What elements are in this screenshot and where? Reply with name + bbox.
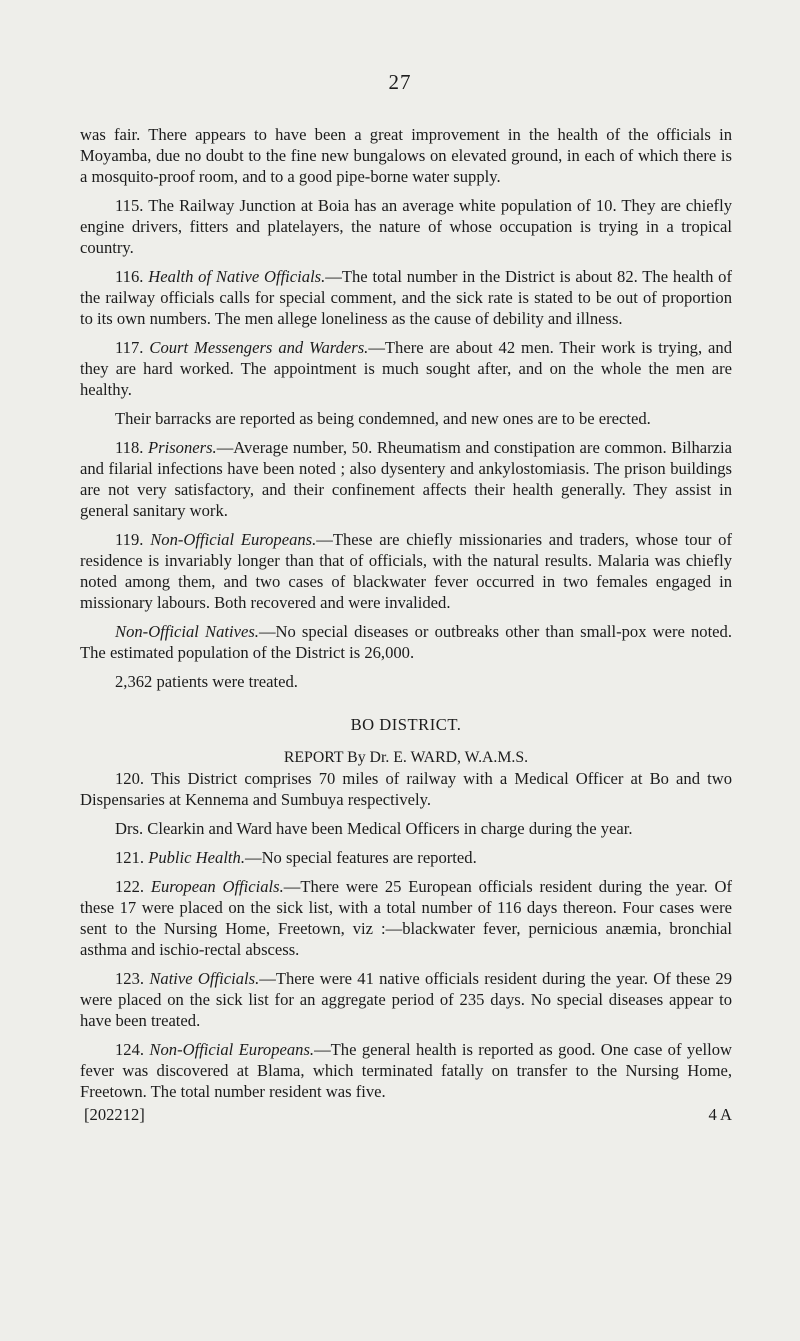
paragraph-number: 123. bbox=[115, 969, 145, 988]
paragraph bbox=[80, 408, 732, 429]
paragraph bbox=[80, 195, 732, 258]
paragraph-text: —No special features are reported. bbox=[244, 848, 477, 867]
paragraph-number: 119. bbox=[115, 530, 144, 549]
paragraph-text: —These are chiefly missionaries and traders, whose tour of residence is invariably longer than that of officials, with the natural results. Malaria was chiefly noted among them, and two cases of blackwater fever occurred in two females engaged in missionary labours. Both recovered and were invalided. bbox=[80, 530, 733, 612]
paragraph-number: 118. bbox=[115, 438, 144, 457]
paragraph-number: 116. bbox=[115, 267, 144, 286]
body-text bbox=[80, 124, 732, 1125]
paragraph bbox=[80, 621, 732, 663]
paragraph-title: Public Health. bbox=[148, 848, 245, 867]
paragraph-number: 115. bbox=[115, 196, 144, 215]
paragraph bbox=[80, 1039, 732, 1102]
paragraph bbox=[80, 124, 732, 187]
paragraph-number: 122. bbox=[115, 877, 145, 896]
paragraph-text: 2,362 patients were treated. bbox=[115, 672, 298, 691]
section-subheading: REPORT By Dr. E. WARD, W.A.M.S. bbox=[283, 749, 529, 766]
paragraph-group-1 bbox=[80, 124, 732, 692]
paragraph bbox=[80, 876, 732, 960]
footer-print-code: [202212] bbox=[84, 1105, 145, 1124]
paragraph bbox=[80, 529, 732, 613]
paragraph-text: —There are about 42 men. Their work is trying, and they are hard worked. The appointment is much sought after, and on the whole the men are healthy. bbox=[80, 338, 732, 399]
paragraph-text: Drs. Clearkin and Ward have been Medical Officers in charge during the year. bbox=[115, 819, 633, 838]
paragraph-text: This District comprises 70 miles of railway with a Medical Officer at Bo and two Dispensaries at Kennema and Sumbuya respectively. bbox=[80, 769, 732, 809]
footer-signature-mark: 4 A bbox=[708, 1105, 732, 1124]
paragraph-text: —Average number, 50. Rheumatism and constipation are common. Bilharzia and filarial infections have been noted ; also dysentery and ankylostomiasis. The prison buildings are not very satisfactory, and their confinement affects their health generally. They assist in general sanitary work. bbox=[80, 438, 732, 520]
paragraph-text: —There were 25 European officials resident during the year. Of these 17 were placed on the sick list, with a total number of 116 days thereon. Four cases were sent to the Nursing Home, Freetown, viz :—blackwater fever, pernicious anæmia, bronchial asthma and ischio-rectal abscess. bbox=[80, 877, 732, 959]
paragraph bbox=[80, 437, 732, 521]
page-number: 27 bbox=[388, 70, 412, 94]
paragraph-title: Non-Official Europeans. bbox=[149, 1040, 315, 1059]
paragraph bbox=[80, 968, 732, 1031]
paragraph-text: was fair. There appears to have been a great improvement in the health of the officials in Moyamba, due no doubt to the fine new bungalows on elevated ground, in each of which there is a mosquito-proof room, and to a good pipe-borne water supply. bbox=[80, 125, 732, 186]
paragraph-title: European Officials. bbox=[150, 877, 284, 896]
paragraph bbox=[80, 266, 732, 329]
paragraph-number: 121. bbox=[115, 848, 145, 867]
page-footer bbox=[80, 1104, 732, 1125]
paragraph-text: The Railway Junction at Boia has an average white population of 10. They are chiefly engine drivers, fitters and platelayers, the nature of whose occupation is trying in a tropical country. bbox=[80, 196, 732, 257]
paragraph bbox=[80, 671, 732, 692]
paragraph bbox=[80, 768, 732, 810]
paragraph-text: —The general health is reported as good. One case of yellow fever was discovered at Blama, which terminated fatally on transfer to the Nursing Home, Freetown. The total number resident was five. bbox=[80, 1040, 732, 1101]
paragraph-number: 117. bbox=[115, 338, 144, 357]
paragraph bbox=[80, 847, 732, 868]
paragraph-text: —The total number in the District is about 82. The health of the railway officials calls for special comment, and the sick rate is stated to be out of proportion to its own numbers. The men allege loneliness as the cause of debility and illness. bbox=[80, 267, 732, 328]
paragraph-text: —There were 41 native officials resident during the year. Of these 29 were placed on the sick list for an aggregate period of 235 days. No special diseases appear to have been treated. bbox=[80, 969, 732, 1030]
paragraph bbox=[80, 818, 732, 839]
paragraph-title: Prisoners. bbox=[148, 438, 217, 457]
paragraph-title: Non-Official Europeans. bbox=[150, 530, 317, 549]
paragraph-number: 120. bbox=[115, 769, 145, 788]
paragraph-title: Non-Official Natives. bbox=[115, 622, 259, 641]
paragraph-text: Their barracks are reported as being condemned, and new ones are to be erected. bbox=[115, 409, 651, 428]
paragraph-title: Health of Native Officials. bbox=[148, 267, 326, 286]
paragraph-title: Court Messengers and Warders. bbox=[149, 338, 369, 357]
paragraph-text: —No special diseases or outbreaks other than small-pox were noted. The estimated population of the District is 26,000. bbox=[80, 622, 732, 662]
section-heading: BO DISTRICT. bbox=[350, 715, 462, 734]
paragraph bbox=[80, 337, 732, 400]
paragraph-number: 124. bbox=[115, 1040, 145, 1059]
paragraph-title: Native Officials. bbox=[149, 969, 260, 988]
paragraph-group-2 bbox=[80, 768, 732, 1102]
